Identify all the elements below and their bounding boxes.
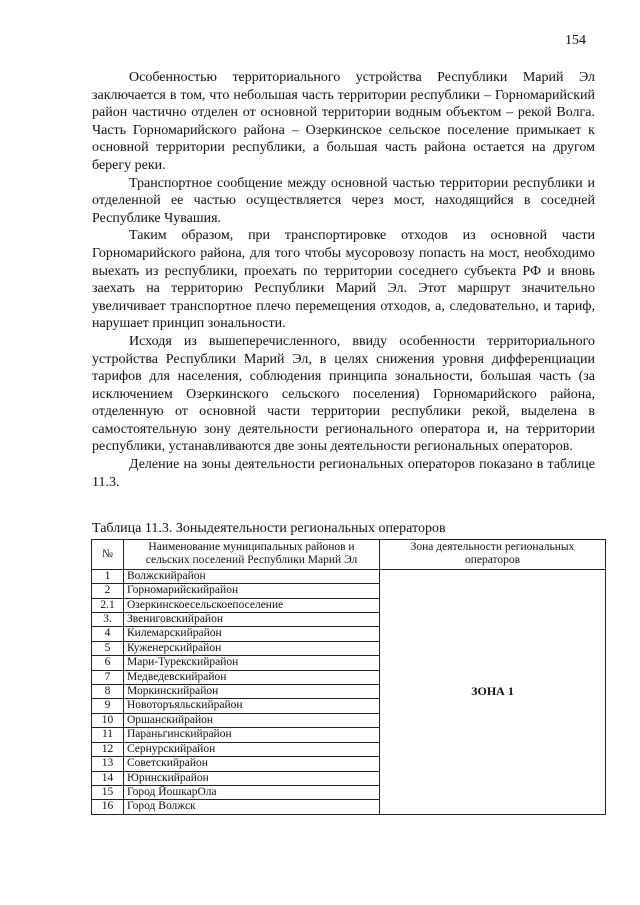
row-name: Волжскийрайон bbox=[124, 569, 380, 583]
row-name: Параньгинскийрайон bbox=[124, 728, 380, 742]
row-number: 9 bbox=[92, 699, 124, 713]
row-number: 13 bbox=[92, 757, 124, 771]
row-number: 8 bbox=[92, 685, 124, 699]
row-name: Озеркинскоесельскоепоселение bbox=[124, 598, 380, 612]
row-name: Горномарийскийрайон bbox=[124, 584, 380, 598]
paragraph-5: Деление на зоны деятельности региональных операторов показано в таблице 11.3. bbox=[92, 457, 595, 490]
table-header-row bbox=[92, 540, 606, 570]
row-number: 14 bbox=[92, 771, 124, 785]
header-name: Наименование муниципальных районов и сельских поселений Республики Марий Эл bbox=[124, 540, 380, 570]
row-number: 15 bbox=[92, 785, 124, 799]
row-number: 1 bbox=[92, 569, 124, 583]
row-number: 16 bbox=[92, 800, 124, 814]
header-zone: Зона деятельности региональных операторов bbox=[380, 540, 606, 570]
row-name: Город Волжск bbox=[124, 800, 380, 814]
row-name: Советскийрайон bbox=[124, 757, 380, 771]
row-number: 12 bbox=[92, 742, 124, 756]
row-name: Куженерскийрайон bbox=[124, 641, 380, 655]
table-caption: Таблица 11.3. Зоныдеятельности региональных операторов bbox=[92, 521, 446, 536]
row-name: Сернурскийрайон bbox=[124, 742, 380, 756]
row-number: 2 bbox=[92, 584, 124, 598]
row-name: Юринскийрайон bbox=[124, 771, 380, 785]
row-name: Новоторъяльскийрайон bbox=[124, 699, 380, 713]
row-name: Мари-Турекскийрайон bbox=[124, 656, 380, 670]
row-name: Оршанскийрайон bbox=[124, 713, 380, 727]
paragraph-3: Таким образом, при транспортировке отходов из основной части Горномарийского района, для того чтобы мусоровозу попасть на мост, необходимо выехать из республики, проехать по территории соседнего субъекта РФ и вновь заехать на территорию Республики Марий Эл. Этот маршрут значительно увеличивает транспортное плечо перемещения отходов, а, следовательно, и тариф, нарушает принцип зональности. bbox=[92, 228, 595, 332]
paragraph-1: Особенностью территориального устройства Республики Марий Эл заключается в том, что небольшая часть территории республики – Горномарийский район частично отделен от основной территории водным объектом – рекой Волга. Часть Горномарийского района – Озеркинское сельское поселение примыкает к основной территории республики, а большая часть района остается на другом берегу реки. bbox=[92, 70, 595, 173]
row-name: Звениговскийрайон bbox=[124, 613, 380, 627]
page-number: 154 bbox=[565, 33, 586, 48]
table-row bbox=[92, 569, 606, 583]
row-number: 7 bbox=[92, 670, 124, 684]
row-name: Моркинскийрайон bbox=[124, 685, 380, 699]
row-number: 6 bbox=[92, 656, 124, 670]
row-number: 11 bbox=[92, 728, 124, 742]
table-body bbox=[92, 569, 606, 814]
paragraph-2: Транспортное сообщение между основной частью территории республики и отделенной ее частью осуществляется через мост, находящийся в соседней Республике Чувашия. bbox=[92, 175, 595, 226]
zones-table bbox=[91, 539, 606, 815]
paragraph-4: Исходя из вышеперечисленного, ввиду особенности территориального устройства Республики Марий Эл, в целях снижения уровня дифференциации тарифов для населения, соблюдения принципа зональности, большая часть (за исключением Озеркинского сельского поселения) Горномарийского района, отделенную от основной части территории республики рекой, выделена в самостоятельную зону деятельности регионального оператора и, на территории республики, устанавливаются две зоны деятельности региональных операторов. bbox=[92, 333, 595, 455]
row-name: Медведевскийрайон bbox=[124, 670, 380, 684]
row-number: 5 bbox=[92, 641, 124, 655]
zone-cell: ЗОНА 1 bbox=[380, 569, 606, 814]
row-number: 4 bbox=[92, 627, 124, 641]
row-name: Город ЙошкарОла bbox=[124, 785, 380, 799]
row-name: Килемарскийрайон bbox=[124, 627, 380, 641]
row-number: 3. bbox=[92, 613, 124, 627]
body-text bbox=[92, 69, 595, 491]
row-number: 2.1 bbox=[92, 598, 124, 612]
header-number: № bbox=[92, 540, 124, 570]
row-number: 10 bbox=[92, 713, 124, 727]
